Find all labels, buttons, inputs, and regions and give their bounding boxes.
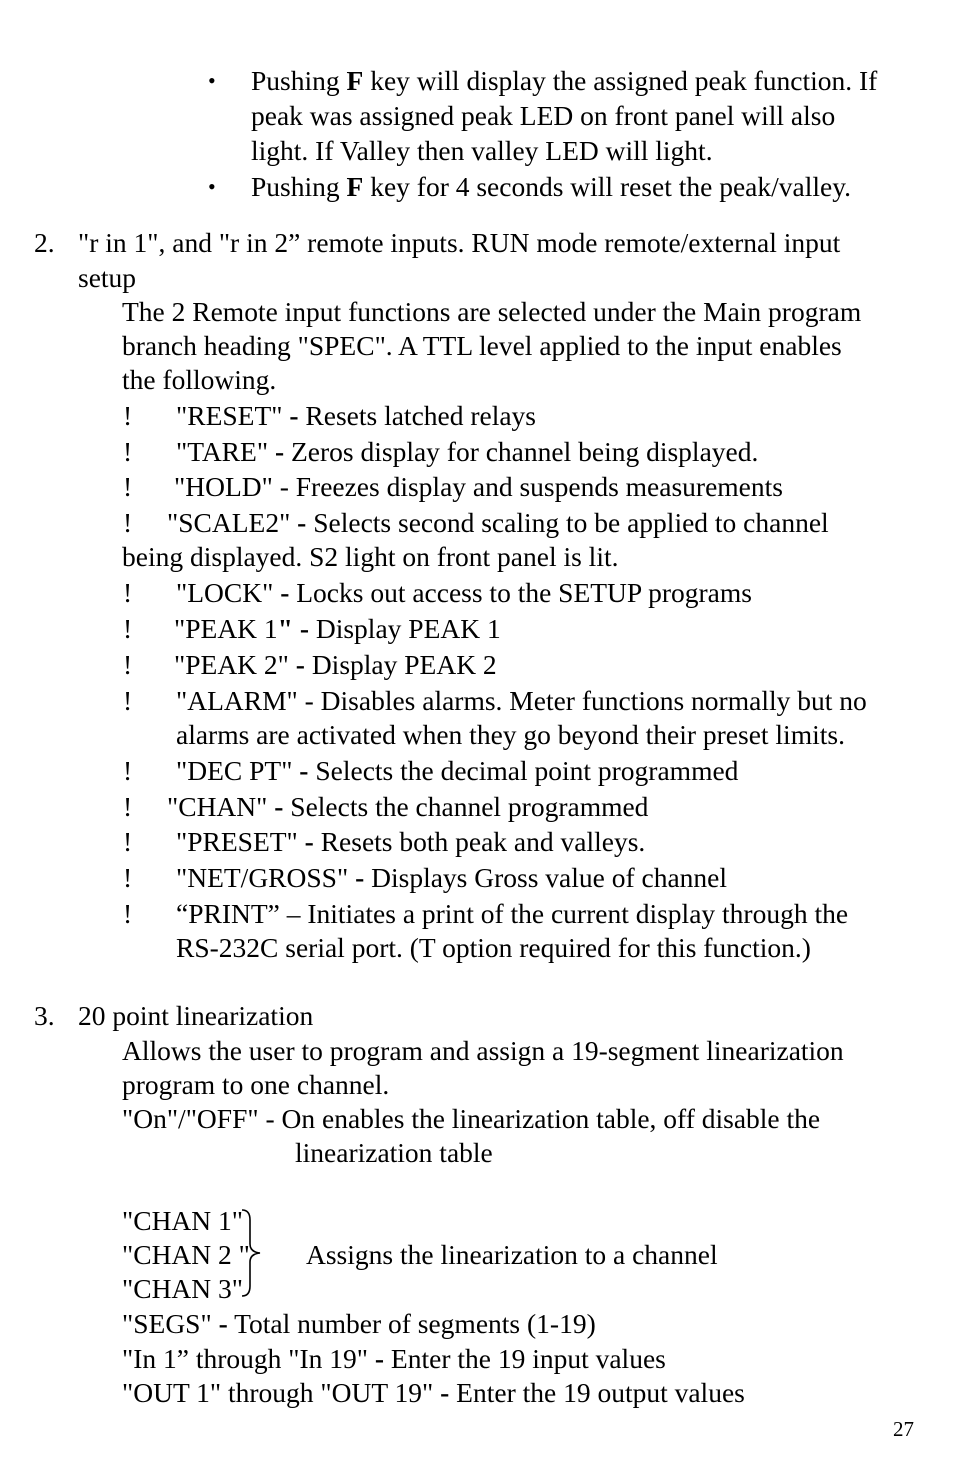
onoff-line2: linearization table (295, 1137, 493, 1168)
bullet-1-line3: light. If Valley then valley LED will light. (251, 135, 713, 166)
item-peak1: "PEAK 1" - Display PEAK 1 (174, 613, 501, 644)
item-preset-mark: ! (123, 826, 133, 857)
item-peak2-mark: ! (123, 649, 133, 680)
item-alarm-cont: alarms are activated when they go beyond their preset limits. (176, 719, 845, 750)
bullet-2-line1 (251, 170, 851, 204)
item-print-cont: RS-232C serial port. (T option required for this function.) (176, 932, 811, 963)
item-chan-mark: ! (123, 791, 133, 822)
section-2-heading-line1: "r in 1", and "r in 2” remote inputs. RUN mode remote/external input (78, 227, 841, 258)
segs-line: "SEGS" - Total number of segments (1-19) (122, 1308, 596, 1339)
section-2-para-line2: branch heading "SPEC". A TTL level applied to the input enables (122, 330, 842, 361)
chan-assign-desc: Assigns the linearization to a channel (306, 1239, 718, 1270)
section-2-heading-line2: setup (78, 262, 137, 293)
item-decpt: "DEC PT" - Selects the decimal point programmed (176, 755, 739, 786)
bullet-1-symbol: • (208, 68, 216, 93)
item-scale2: "SCALE2" - Selects second scaling to be applied to channel (167, 507, 829, 538)
bullet-1-line1 (251, 64, 877, 98)
bullet-2-pre: Pushing (251, 171, 347, 202)
bullet-1-post: key will display the assigned peak function. If (363, 65, 878, 96)
f-key: F (346, 171, 364, 202)
item-peak1-mark: ! (123, 613, 133, 644)
out-line: "OUT 1" through "OUT 19" - Enter the 19 output values (122, 1377, 745, 1408)
item-hold-mark: ! (123, 471, 133, 502)
item-scale2-cont: being displayed. S2 light on front panel is lit. (122, 541, 619, 572)
item-lock: "LOCK" - Locks out access to the SETUP programs (176, 577, 752, 608)
item-reset: "RESET" - Resets latched relays (176, 400, 537, 431)
bullet-2-post: key for 4 seconds will reset the peak/valley. (363, 171, 852, 202)
item-netgross: "NET/GROSS" - Displays Gross value of channel (176, 862, 728, 893)
curly-brace-icon (238, 1206, 272, 1300)
item-tare: "TARE" - Zeros display for channel being displayed. (176, 436, 759, 467)
item-netgross-mark: ! (123, 862, 133, 893)
section-2-para-line1: The 2 Remote input functions are selected under the Main program (122, 296, 862, 327)
bullet-1-pre: Pushing (251, 65, 347, 96)
item-scale2-mark: ! (123, 507, 133, 538)
item-hold: "HOLD" - Freezes display and suspends measurements (174, 471, 783, 502)
page-number: 27 (893, 1417, 914, 1441)
item-print-mark: ! (123, 898, 133, 929)
chan-1-label: "CHAN 1" (122, 1205, 243, 1236)
item-preset: "PRESET" - Resets both peak and valleys. (176, 826, 646, 857)
section-3-number: 3. (34, 1000, 55, 1031)
item-chan: "CHAN" - Selects the channel programmed (167, 791, 649, 822)
item-print: “PRINT” – Initiates a print of the current display through the (176, 898, 849, 929)
item-lock-mark: ! (123, 577, 133, 608)
item-decpt-mark: ! (123, 755, 133, 786)
section-3-heading: 20 point linearization (78, 1000, 314, 1031)
bullet-1-line2: peak was assigned peak LED on front panel will also (251, 100, 836, 131)
section-3-para-line2: program to one channel. (122, 1069, 390, 1100)
section-3-para-line1: Allows the user to program and assign a 19-segment linearization (122, 1035, 844, 1066)
section-2-number: 2. (34, 227, 55, 258)
item-alarm: "ALARM" - Disables alarms. Meter functions normally but no (176, 685, 867, 716)
f-key: F (346, 65, 364, 96)
section-2-para-line3: the following. (122, 364, 277, 395)
in-line: "In 1” through "In 19" - Enter the 19 input values (122, 1343, 666, 1374)
bullet-2-symbol: • (208, 174, 216, 199)
onoff-line1: "On"/"OFF" - On enables the linearization table, off disable the (122, 1103, 821, 1134)
chan-3-label: "CHAN 3" (122, 1273, 243, 1304)
item-peak2: "PEAK 2" - Display PEAK 2 (174, 649, 497, 680)
chan-2-label: "CHAN 2 " (122, 1239, 250, 1270)
item-reset-mark: ! (123, 400, 133, 431)
item-alarm-mark: ! (123, 685, 133, 716)
item-tare-mark: ! (123, 436, 133, 467)
